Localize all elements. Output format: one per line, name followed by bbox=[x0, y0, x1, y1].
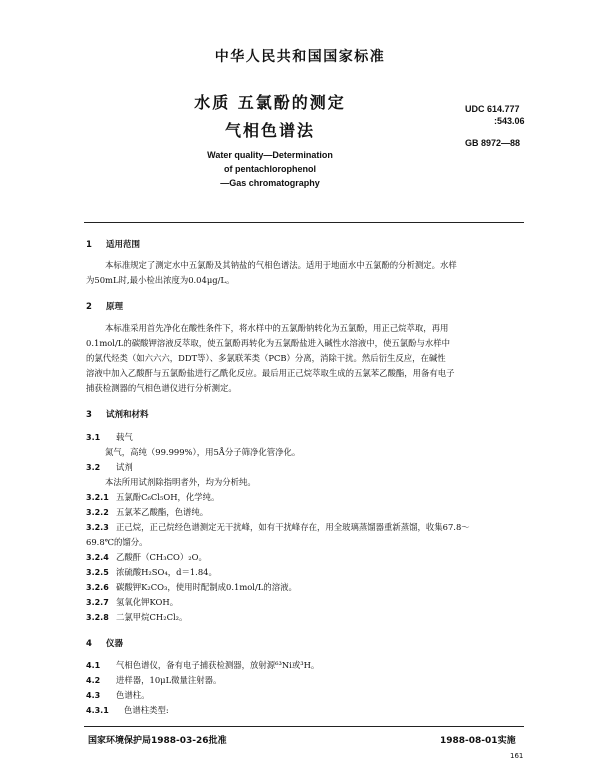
section-2-line2: 0.1mol/L的碳酸钾溶液反萃取，使五氯酚再转化为五氯酚盐进入碱性水溶液中，使五氯酚与水样中 bbox=[86, 338, 450, 348]
clause-title: 试剂 bbox=[116, 462, 133, 472]
clause-text: 碳酸钾K₂CO₃，使用时配制成0.1mol/L的溶液。 bbox=[116, 582, 297, 592]
page-number: 161 bbox=[510, 752, 524, 760]
clause-text: 正己烷，正己烷经色谱测定无干扰峰，如有干扰峰存在，用全玻璃蒸馏器重新蒸馏，收集67.8～ bbox=[116, 522, 470, 532]
clause-text: 色谱柱。 bbox=[116, 690, 150, 700]
clause-text: 氢氧化钾KOH。 bbox=[116, 597, 179, 607]
list-item bbox=[86, 673, 221, 689]
top-divider bbox=[84, 222, 524, 223]
title-cn-line2: 气相色谱法 bbox=[224, 121, 315, 140]
section-title: 原理 bbox=[106, 302, 124, 312]
section-title: 仪器 bbox=[106, 639, 124, 649]
list-item bbox=[86, 688, 150, 704]
subsection-3-2 bbox=[86, 460, 133, 476]
list-item bbox=[86, 595, 178, 611]
approval-text: 国家环境保护局1988-03-26批准 bbox=[88, 736, 227, 746]
clause-title: 载气 bbox=[116, 432, 133, 442]
clause-number: 3.2.1 bbox=[86, 493, 109, 502]
section-2-line5: 捕获检测器的气相色谱仪进行分析测定。 bbox=[86, 383, 237, 393]
list-item bbox=[86, 658, 319, 674]
title-en-line1: Water quality—Determination bbox=[207, 150, 333, 160]
effective-date: 1988-08-01实施 bbox=[440, 736, 516, 746]
section-2-line1: 本标准采用首先净化在酸性条件下，将水样中的五氯酚钠转化为五氯酚，用正己烷萃取，再用 bbox=[105, 323, 449, 333]
clause-text: 五氯酚C₆Cl₅OH，化学纯。 bbox=[116, 492, 220, 502]
section-title: 试剂和材料 bbox=[106, 410, 149, 420]
list-item bbox=[86, 610, 187, 626]
clause-number: 3.2.8 bbox=[86, 613, 109, 622]
list-item bbox=[86, 565, 217, 581]
clause-text: 气相色谱仪，备有电子捕获检测器，放射源⁶³Ni或³H。 bbox=[116, 660, 320, 670]
clause-text: 色谱柱类型: bbox=[124, 705, 169, 715]
section-1-paragraph-line1: 本标准规定了测定水中五氯酚及其钠盐的气相色谱法。适用于地面水中五氯酚的分析测定。水样 bbox=[105, 260, 457, 270]
section-number: 4 bbox=[86, 639, 92, 649]
standard-name: 中华人民共和国国家标准 bbox=[214, 49, 386, 65]
clause-number: 4.1 bbox=[86, 661, 101, 670]
list-item bbox=[86, 490, 219, 506]
clause-number: 3.2 bbox=[86, 463, 101, 472]
section-number: 1 bbox=[86, 240, 92, 250]
section-number: 2 bbox=[86, 302, 92, 312]
list-item bbox=[86, 550, 207, 566]
section-number: 3 bbox=[86, 410, 92, 420]
list-item-continuation bbox=[86, 535, 148, 550]
section-1-paragraph-line2: 为50mL时,最小检出浓度为0.04μg/L。 bbox=[86, 275, 235, 285]
clause-number: 3.2.7 bbox=[86, 598, 109, 607]
section-title: 适用范围 bbox=[106, 240, 141, 250]
clause-text: 进样器，10μL微量注射器。 bbox=[116, 675, 222, 685]
section-3-heading bbox=[86, 408, 149, 420]
clause-number: 3.1 bbox=[86, 433, 101, 442]
section-2-line4: 溶液中加入乙酸酐与五氯酚盐进行乙酰化反应。最后用正己烷萃取生成的五氯苯乙酸酯，用备有电子 bbox=[86, 368, 455, 378]
clause-number: 3.2.6 bbox=[86, 583, 109, 592]
subsection-3-1-text: 氮气，高纯（99.999%），用5Å分子筛净化管净化。 bbox=[105, 447, 301, 457]
clause-number: 3.2.4 bbox=[86, 553, 109, 562]
clause-number: 4.3.1 bbox=[86, 706, 109, 715]
list-item bbox=[86, 580, 297, 596]
title-en-line3: —Gas chromatography bbox=[220, 178, 320, 188]
clause-number: 3.2.3 bbox=[86, 523, 109, 532]
title-cn-line1: 水质 五氯酚的测定 bbox=[194, 93, 346, 112]
section-2-line3: 的氯代烃类（如六六六，DDT等）、多氯联苯类（PCB）分离，消除干扰。然后衍生反应，在碱性 bbox=[86, 353, 446, 363]
subsection-3-1 bbox=[86, 430, 133, 446]
list-item bbox=[86, 703, 169, 719]
section-4-heading bbox=[86, 637, 123, 649]
clause-number: 4.2 bbox=[86, 676, 101, 685]
bottom-divider bbox=[84, 726, 524, 727]
clause-text: 乙酸酐（CH₃CO）₂O。 bbox=[116, 552, 207, 562]
udc-code-sub: :543.06 bbox=[494, 116, 525, 126]
clause-text: 69.8℃的馏分。 bbox=[86, 537, 148, 547]
gb-code: GB 8972—88 bbox=[465, 138, 521, 148]
title-en-line2: of pentachlorophenol bbox=[224, 164, 316, 174]
clause-number: 3.2.5 bbox=[86, 568, 109, 577]
list-item bbox=[86, 520, 470, 536]
clause-text: 浓硫酸H₂SO₄，d＝1.84。 bbox=[116, 567, 217, 577]
list-item bbox=[86, 505, 208, 521]
clause-number: 4.3 bbox=[86, 691, 101, 700]
subsection-3-2-text: 本法所用试剂除指明者外，均为分析纯。 bbox=[105, 477, 256, 487]
section-1-heading bbox=[86, 238, 140, 250]
clause-number: 3.2.2 bbox=[86, 508, 109, 517]
clause-text: 五氯苯乙酸酯，色谱纯。 bbox=[116, 507, 209, 517]
clause-text: 二氯甲烷CH₂Cl₂。 bbox=[116, 612, 188, 622]
udc-code: UDC 614.777 bbox=[465, 104, 520, 114]
section-2-heading bbox=[86, 300, 123, 312]
